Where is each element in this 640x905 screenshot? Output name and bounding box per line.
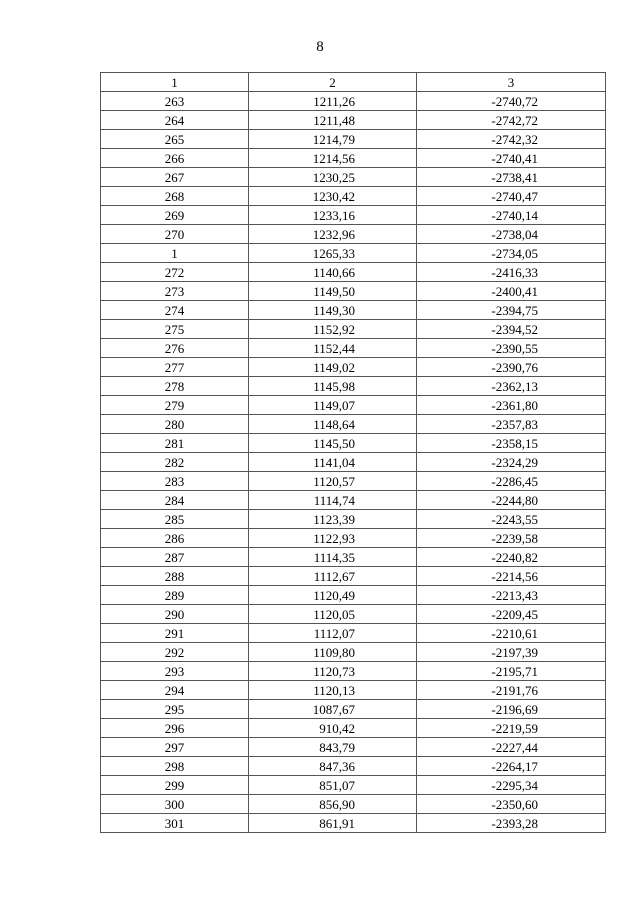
y-value-cell: -2394,75 [417,301,606,320]
point-number-cell: 291 [101,624,249,643]
table-row [101,738,606,757]
table-row [101,396,606,415]
table-row [101,301,606,320]
table-row [101,681,606,700]
table-row [101,225,606,244]
table-row [101,567,606,586]
point-number-cell: 295 [101,700,249,719]
table-row [101,529,606,548]
x-value-cell: 1114,35 [249,548,417,567]
y-value-cell: -2394,52 [417,320,606,339]
column-header: 2 [249,73,417,92]
point-number-cell: 274 [101,301,249,320]
y-value-cell: -2195,71 [417,662,606,681]
point-number-cell: 299 [101,776,249,795]
table-row [101,605,606,624]
table-row [101,643,606,662]
y-value-cell: -2240,82 [417,548,606,567]
x-value-cell: 1214,56 [249,149,417,168]
point-number-cell: 273 [101,282,249,301]
y-value-cell: -2210,61 [417,624,606,643]
point-number-cell: 296 [101,719,249,738]
x-value-cell: 1211,48 [249,111,417,130]
point-number-cell: 300 [101,795,249,814]
point-number-cell: 292 [101,643,249,662]
y-value-cell: -2196,69 [417,700,606,719]
y-value-cell: -2350,60 [417,795,606,814]
x-value-cell: 1145,98 [249,377,417,396]
point-number-cell: 264 [101,111,249,130]
x-value-cell: 1230,42 [249,187,417,206]
table-row [101,757,606,776]
y-value-cell: -2738,04 [417,225,606,244]
table-row [101,282,606,301]
table-row [101,586,606,605]
x-value-cell: 1233,16 [249,206,417,225]
y-value-cell: -2227,44 [417,738,606,757]
point-number-cell: 263 [101,92,249,111]
point-number-cell: 290 [101,605,249,624]
point-number-cell: 301 [101,814,249,833]
x-value-cell: 1141,04 [249,453,417,472]
x-value-cell: 1120,49 [249,586,417,605]
point-number-cell: 279 [101,396,249,415]
x-value-cell: 843,79 [249,738,417,757]
y-value-cell: -2740,72 [417,92,606,111]
y-value-cell: -2740,47 [417,187,606,206]
y-value-cell: -2243,55 [417,510,606,529]
y-value-cell: -2239,58 [417,529,606,548]
y-value-cell: -2191,76 [417,681,606,700]
point-number-cell: 272 [101,263,249,282]
table-header-row [101,73,606,92]
table-row [101,700,606,719]
table-row [101,320,606,339]
x-value-cell: 1109,80 [249,643,417,662]
point-number-cell: 288 [101,567,249,586]
x-value-cell: 1214,79 [249,130,417,149]
y-value-cell: -2214,56 [417,567,606,586]
y-value-cell: -2219,59 [417,719,606,738]
y-value-cell: -2740,14 [417,206,606,225]
x-value-cell: 1265,33 [249,244,417,263]
y-value-cell: -2416,33 [417,263,606,282]
y-value-cell: -2358,15 [417,434,606,453]
y-value-cell: -2244,80 [417,491,606,510]
table-row [101,377,606,396]
x-value-cell: 1230,25 [249,168,417,187]
table-row [101,548,606,567]
x-value-cell: 1140,66 [249,263,417,282]
point-number-cell: 1 [101,244,249,263]
x-value-cell: 1149,02 [249,358,417,377]
point-number-cell: 297 [101,738,249,757]
table-row [101,776,606,795]
point-number-cell: 284 [101,491,249,510]
point-number-cell: 287 [101,548,249,567]
point-number-cell: 276 [101,339,249,358]
point-number-cell: 277 [101,358,249,377]
point-number-cell: 278 [101,377,249,396]
point-number-cell: 294 [101,681,249,700]
x-value-cell: 1152,44 [249,339,417,358]
column-header: 1 [101,73,249,92]
table-row [101,719,606,738]
point-number-cell: 265 [101,130,249,149]
y-value-cell: -2213,43 [417,586,606,605]
x-value-cell: 1087,67 [249,700,417,719]
y-value-cell: -2286,45 [417,472,606,491]
x-value-cell: 1149,30 [249,301,417,320]
y-value-cell: -2362,13 [417,377,606,396]
x-value-cell: 847,36 [249,757,417,776]
x-value-cell: 1112,67 [249,567,417,586]
table-row [101,795,606,814]
y-value-cell: -2742,72 [417,111,606,130]
y-value-cell: -2264,17 [417,757,606,776]
table-row [101,263,606,282]
x-value-cell: 1114,74 [249,491,417,510]
x-value-cell: 1112,07 [249,624,417,643]
x-value-cell: 1148,64 [249,415,417,434]
point-number-cell: 270 [101,225,249,244]
table-row [101,339,606,358]
table-row [101,111,606,130]
y-value-cell: -2390,76 [417,358,606,377]
table-row [101,662,606,681]
table-row [101,358,606,377]
table-row [101,130,606,149]
x-value-cell: 1152,92 [249,320,417,339]
x-value-cell: 1120,73 [249,662,417,681]
point-number-cell: 266 [101,149,249,168]
point-number-cell: 286 [101,529,249,548]
table-row [101,510,606,529]
x-value-cell: 1149,50 [249,282,417,301]
point-number-cell: 268 [101,187,249,206]
x-value-cell: 1120,57 [249,472,417,491]
x-value-cell: 1149,07 [249,396,417,415]
y-value-cell: -2740,41 [417,149,606,168]
table-row [101,415,606,434]
table-row [101,472,606,491]
y-value-cell: -2209,45 [417,605,606,624]
y-value-cell: -2742,32 [417,130,606,149]
point-number-cell: 285 [101,510,249,529]
x-value-cell: 1232,96 [249,225,417,244]
y-value-cell: -2393,28 [417,814,606,833]
y-value-cell: -2400,41 [417,282,606,301]
point-number-cell: 293 [101,662,249,681]
table-row [101,244,606,263]
y-value-cell: -2357,83 [417,415,606,434]
table-row [101,168,606,187]
column-header: 3 [417,73,606,92]
x-value-cell: 1211,26 [249,92,417,111]
point-number-cell: 283 [101,472,249,491]
y-value-cell: -2295,34 [417,776,606,795]
point-number-cell: 298 [101,757,249,776]
page-number: 8 [316,39,324,55]
table-row [101,149,606,168]
table-row [101,206,606,225]
table-row [101,187,606,206]
point-number-cell: 281 [101,434,249,453]
x-value-cell: 910,42 [249,719,417,738]
coordinates-table [100,72,606,833]
x-value-cell: 851,07 [249,776,417,795]
y-value-cell: -2324,29 [417,453,606,472]
x-value-cell: 856,90 [249,795,417,814]
x-value-cell: 1120,13 [249,681,417,700]
table-row [101,814,606,833]
y-value-cell: -2734,05 [417,244,606,263]
x-value-cell: 1122,93 [249,529,417,548]
x-value-cell: 861,91 [249,814,417,833]
point-number-cell: 282 [101,453,249,472]
point-number-cell: 269 [101,206,249,225]
x-value-cell: 1120,05 [249,605,417,624]
y-value-cell: -2738,41 [417,168,606,187]
table-row [101,434,606,453]
point-number-cell: 289 [101,586,249,605]
x-value-cell: 1123,39 [249,510,417,529]
point-number-cell: 275 [101,320,249,339]
table-row [101,92,606,111]
x-value-cell: 1145,50 [249,434,417,453]
point-number-cell: 267 [101,168,249,187]
y-value-cell: -2361,80 [417,396,606,415]
point-number-cell: 280 [101,415,249,434]
table-row [101,491,606,510]
y-value-cell: -2197,39 [417,643,606,662]
table-row [101,453,606,472]
y-value-cell: -2390,55 [417,339,606,358]
table-row [101,624,606,643]
